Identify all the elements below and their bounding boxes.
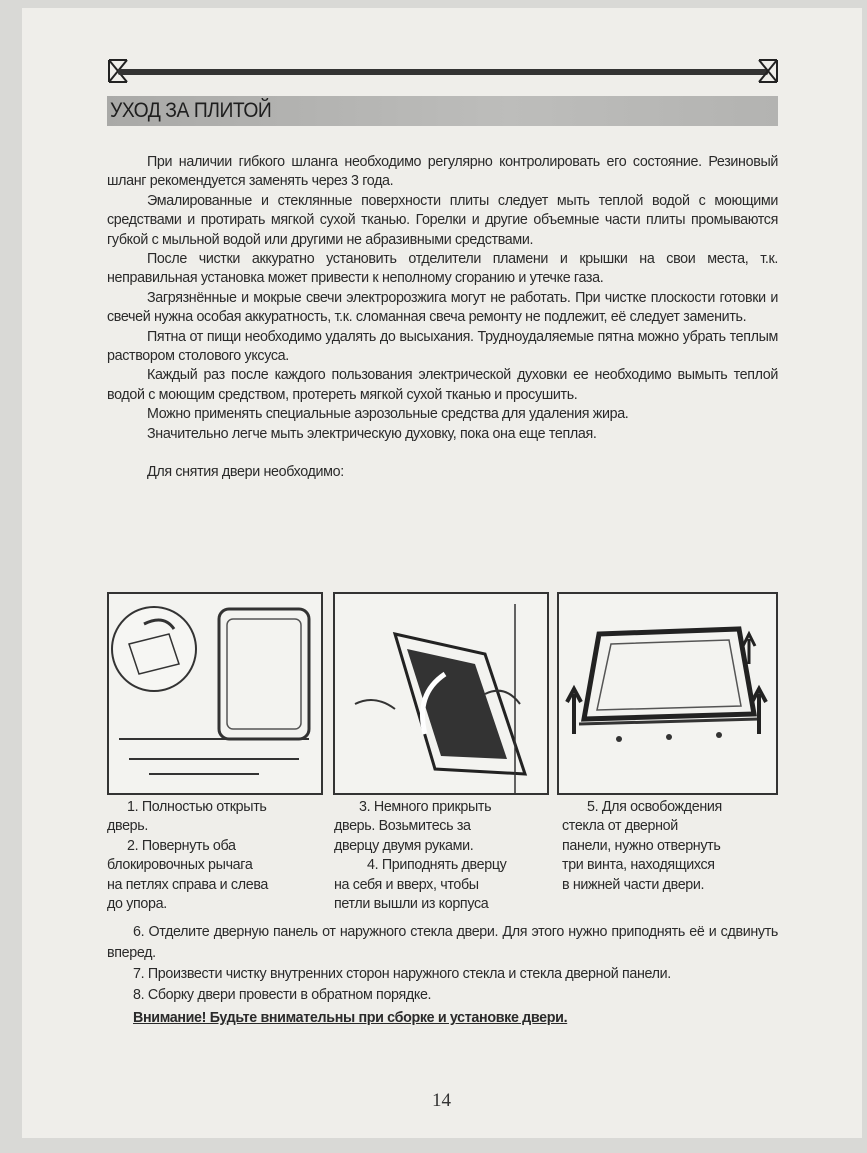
paragraph: Загрязнённые и мокрые свечи электророзжига могут не работать. При чистке плоскости готовки и свечей нужна особая аккуратность, т.к. сломанная свеча ремонту не подлежит, её следует заменить. — [107, 289, 778, 326]
caption-line: петли вышли из корпуса — [334, 896, 489, 913]
door-removal-figures — [107, 592, 778, 797]
caption-line: три винта, находящихся — [562, 857, 715, 874]
paragraph: Для снятия двери необходимо: — [147, 464, 344, 481]
page-number: 14 — [432, 1090, 451, 1111]
caption-line: дверцу двумя руками. — [334, 837, 474, 854]
ornament-right-icon — [757, 58, 779, 84]
caption-line: 1. Полностью открыть — [127, 799, 267, 815]
body-text — [107, 153, 778, 483]
warning-text: Внимание! Будьте внимательны при сборке и установке двери. — [133, 1010, 568, 1026]
final-steps — [107, 922, 778, 1029]
header-rule — [118, 69, 768, 75]
caption-column-2 — [334, 798, 554, 914]
figure-lift-door — [333, 592, 549, 795]
caption-line: 2. Повернуть оба — [127, 837, 236, 854]
paragraph: Можно применять специальные аэрозольные средства для удаления жира. — [147, 406, 629, 423]
caption-line: стекла от дверной — [562, 818, 678, 835]
paragraph: При наличии гибкого шланга необходимо регулярно контролировать его состояние. Резиновый шланг рекомендуется заменять через 3 года. — [107, 154, 778, 190]
caption-line: дверь. Возьмитесь за — [334, 818, 471, 835]
caption-line: 4. Приподнять дверцу — [367, 857, 507, 874]
page-title: УХОД ЗА ПЛИТОЙ — [110, 99, 272, 122]
paragraph: 7. Произвести чистку внутренних сторон наружного стекла и стекла дверной панели. — [133, 966, 671, 982]
paragraph: Каждый раз после каждого пользования электрической духовки ее необходимо вымыть теплой водой с моющим средством, протереть мягкой сухой тканью и просушить. — [107, 367, 778, 403]
caption-line: на себя и вверх, чтобы — [334, 876, 479, 893]
caption-line: в нижней части двери. — [562, 876, 705, 893]
paragraph: 6. Отделите дверную панель от наружного стекла двери. Для этого нужно приподнять её и сдвинуть вперед. — [107, 924, 778, 961]
caption-line: блокировочных рычага — [107, 857, 253, 874]
caption-line: на петлях справа и слева — [107, 876, 269, 893]
oven-open-door-illustration — [109, 594, 321, 793]
paragraph: После чистки аккуратно установить отделители пламени и крышки на свои места, т.к. неправильная установка может привести к неполному сгоранию и утечке газа. — [107, 251, 778, 287]
figure-unscrew-glass — [557, 592, 778, 795]
caption-line: дверь. — [107, 818, 149, 835]
caption-line: 3. Немного прикрыть — [359, 799, 492, 815]
caption-line: панели, нужно отвернуть — [562, 837, 721, 854]
door-panel-screws-illustration — [559, 594, 776, 793]
lift-door-illustration — [335, 594, 547, 793]
paragraph: Пятна от пищи необходимо удалять до высыхания. Трудноудаляемые пятна можно убрать теплым раствором столового уксуса. — [107, 328, 778, 365]
caption-line: до упора. — [107, 896, 167, 913]
paragraph: 8. Сборку двери провести в обратном порядке. — [133, 987, 432, 1003]
figure-open-door — [107, 592, 323, 795]
paragraph: Эмалированные и стеклянные поверхности плиты следует мыть теплой водой с моющими средствами и протирать мягкой сухой тканью. Горелки и другие объемные части плиты промываются губкой с мыльной водой или другими не абразивными средствами. — [107, 192, 778, 248]
caption-column-1 — [107, 798, 327, 914]
caption-line: 5. Для освобождения — [587, 799, 722, 815]
paragraph: Значительно легче мыть электрическую духовку, пока она еще теплая. — [147, 425, 597, 442]
caption-column-3 — [562, 798, 782, 895]
